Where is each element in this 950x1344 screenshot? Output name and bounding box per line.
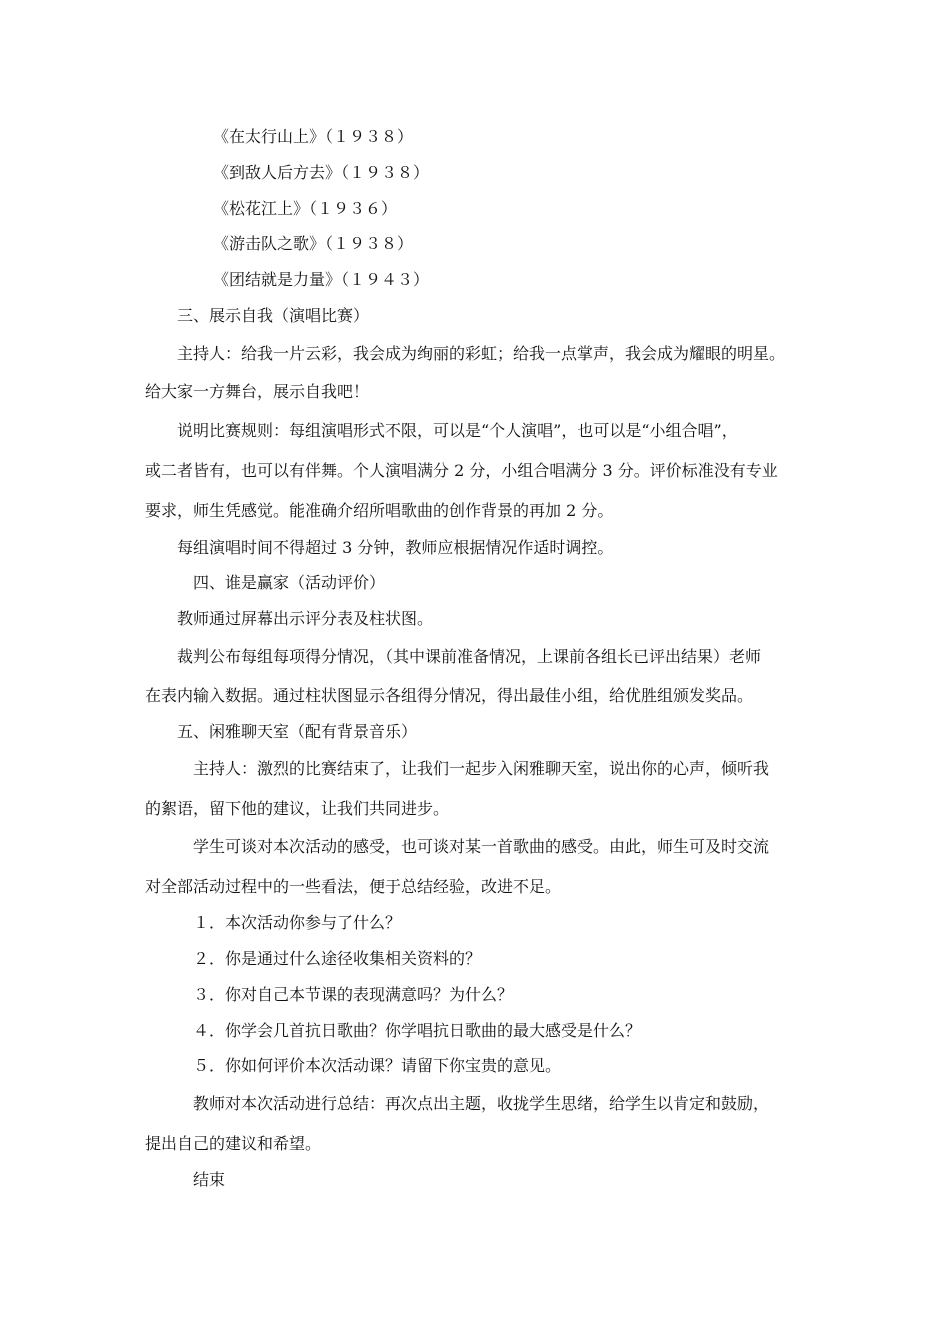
- question-item: ５．你如何评价本次活动课？请留下你宝贵的意见。: [193, 1056, 562, 1075]
- paragraph-line: 说明比赛规则：每组演唱形式不限，可以是“个人演唱”，也可以是“小组合唱”，: [177, 421, 738, 440]
- paragraph-line: 在表内输入数据。通过柱状图显示各组得分情况，得出最佳小组，给优胜组颁发奖品。: [145, 686, 754, 705]
- paragraph-line: 主持人：给我一片云彩，我会成为绚丽的彩虹；给我一点掌声，我会成为耀眼的明星。: [177, 344, 786, 363]
- paragraph-line: 对全部活动过程中的一些看法，便于总结经验，改进不足。: [145, 877, 562, 896]
- section-heading: 五、闲雅聊天室（配有背景音乐）: [177, 722, 418, 741]
- paragraph-line: 的絮语，留下他的建议，让我们共同进步。: [145, 799, 450, 818]
- section-heading: 三、展示自我（演唱比赛）: [177, 306, 370, 325]
- paragraph-line: 每组演唱时间不得超过 3 分钟，教师应根据情况作适时调控。: [177, 538, 614, 557]
- question-item: ４．你学会几首抗日歌曲？你学唱抗日歌曲的最大感受是什么？: [193, 1021, 642, 1040]
- question-item: １．本次活动你参与了什么？: [193, 913, 402, 932]
- paragraph-line: 或二者皆有，也可以有伴舞。个人演唱满分 2 分，小组合唱满分 3 分。评价标准没有专业: [145, 461, 778, 480]
- paragraph-line: 学生可谈对本次活动的感受，也可谈对某一首歌曲的感受。由此，师生可及时交流: [193, 837, 770, 856]
- song-item: 《团结就是力量》（１９４３）: [213, 270, 430, 289]
- paragraph-line: 裁判公布每组每项得分情况，（其中课前准备情况，上课前各组长已评出结果）老师: [177, 647, 762, 666]
- question-item: ３．你对自己本节课的表现满意吗？为什么？: [193, 985, 514, 1004]
- section-heading: 四、谁是赢家（活动评价）: [193, 573, 386, 592]
- paragraph-line: 教师对本次活动进行总结：再次点出主题，收拢学生思绪，给学生以肯定和鼓励，: [193, 1094, 770, 1113]
- paragraph-line: 教师通过屏幕出示评分表及柱状图。: [177, 609, 434, 628]
- song-item: 《在太行山上》（１９３８）: [213, 127, 414, 146]
- paragraph-line: 给大家一方舞台，展示自我吧！: [145, 382, 370, 401]
- ending-text: 结束: [193, 1170, 226, 1189]
- paragraph-line: 主持人：激烈的比赛结束了，让我们一起步入闲雅聊天室，说出你的心声，倾听我: [193, 759, 770, 778]
- paragraph-line: 要求，师生凭感觉。能准确介绍所唱歌曲的创作背景的再加 2 分。: [145, 501, 614, 520]
- song-item: 《游击队之歌》（１９３８）: [213, 234, 414, 253]
- song-item: 《到敌人后方去》（１９３８）: [213, 163, 430, 182]
- song-item: 《松花江上》（１９３６）: [213, 199, 398, 218]
- question-item: ２．你是通过什么途径收集相关资料的？: [193, 949, 482, 968]
- paragraph-line: 提出自己的建议和希望。: [145, 1134, 322, 1153]
